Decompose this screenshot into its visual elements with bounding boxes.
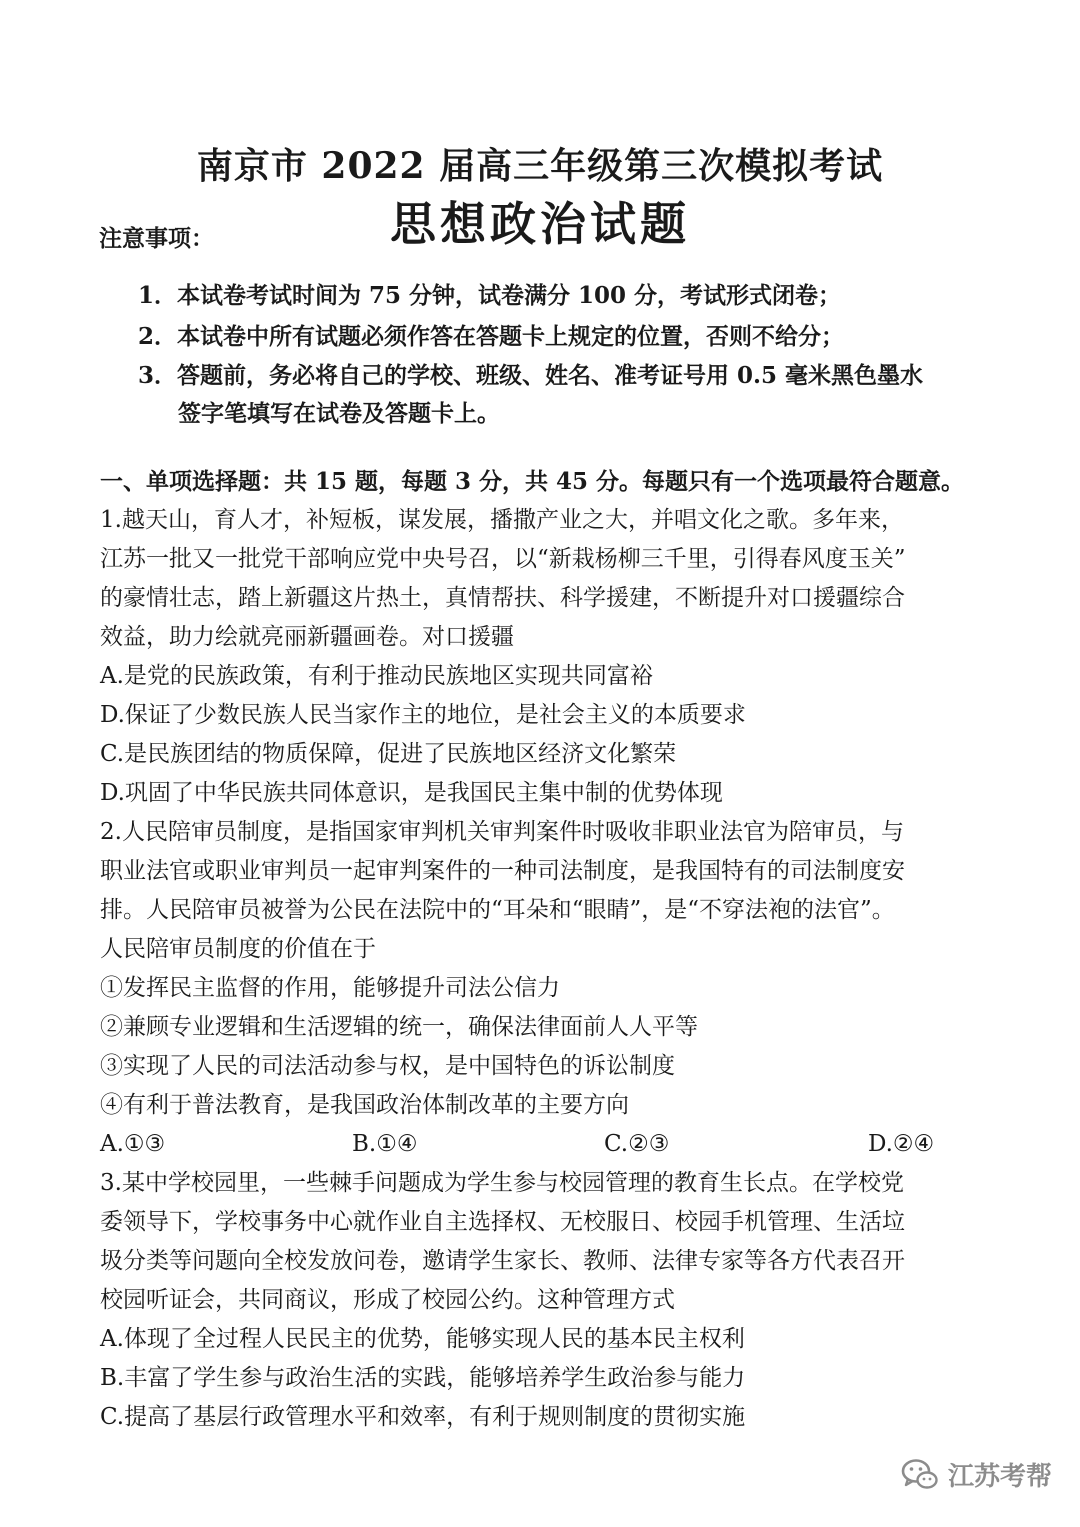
watermark-text: 江苏考帮 [948, 1461, 1053, 1492]
q2-option-d: D.②④ [868, 1131, 935, 1157]
q3-stem-line: 圾分类等问题向全校发放问卷，邀请学生家长、教师、法律专家等各方代表召开 [100, 1248, 905, 1274]
q3-option: A.体现了全过程人民民主的优势，能够实现人民的基本民主权利 [100, 1326, 745, 1352]
watermark [900, 1448, 1060, 1500]
q2-option-a: A.①③ [100, 1131, 166, 1157]
q1-stem-line: 1.越天山，育人才，补短板，谋发展，播撒产业之大，并唱文化之歌。多年来， [100, 507, 904, 533]
q2-statement: ②兼顾专业逻辑和生活逻辑的统一，确保法律面前人人平等 [100, 1014, 698, 1040]
section-heading: 一、单项选择题：共 15 题，每题 3 分，共 45 分。每题只有一个选项最符合题意。 [100, 468, 965, 495]
q1-option: D.保证了少数民族人民当家作主的地位，是社会主义的本质要求 [100, 702, 746, 728]
q2-stem-line: 排。人民陪审员被誉为公民在法院中的“耳朵和“眼睛”，是“不穿法袍的法官”。 [100, 897, 895, 923]
q2-options-row [100, 1124, 980, 1164]
notice-item: 2．本试卷中所有试题必须作答在答题卡上规定的位置，否则不给分； [138, 323, 845, 350]
q2-option-b: B.①④ [352, 1131, 418, 1157]
q3-stem-line: 委领导下，学校事务中心就作业自主选择权、无校服日、校园手机管理、生活垃 [100, 1209, 905, 1235]
exam-subject-title: 思想政治试题 [390, 197, 690, 251]
wechat-icon [900, 1454, 940, 1494]
q1-stem-line: 的豪情壮志，踏上新疆这片热土，真情帮扶、科学援建，不断提升对口援疆综合 [100, 585, 905, 611]
q2-statement: ③实现了人民的司法活动参与权，是中国特色的诉讼制度 [100, 1053, 675, 1079]
q1-stem-line: 效益，助力绘就亮丽新疆画卷。对口援疆 [100, 624, 514, 650]
q3-option: C.提高了基层行政管理水平和效率，有利于规则制度的贯彻实施 [100, 1404, 746, 1430]
q1-option: A.是党的民族政策，有利于推动民族地区实现共同富裕 [100, 663, 653, 689]
q2-stem-line: 2.人民陪审员制度，是指国家审判机关审判案件时吸收非职业法官为陪审员，与 [100, 819, 904, 845]
notice-item: 3．答题前，务必将自己的学校、班级、姓名、准考证号用 0.5 毫米黑色墨水 [138, 362, 924, 389]
q3-stem-line: 校园听证会，共同商议，形成了校园公约。这种管理方式 [100, 1287, 675, 1313]
q2-statement: ①发挥民主监督的作用，能够提升司法公信力 [100, 975, 560, 1001]
q2-stem-line: 人民陪审员制度的价值在于 [100, 936, 376, 962]
exam-title: 南京市 2022 届高三年级第三次模拟考试 [196, 145, 884, 187]
q1-stem-line: 江苏一批又一批党干部响应党中央号召，以“新栽杨柳三千里，引得春风度玉关” [100, 546, 906, 572]
q2-stem-line: 职业法官或职业审判员一起审判案件的一种司法制度，是我国特有的司法制度安 [100, 858, 905, 884]
notice-heading: 注意事项： [99, 225, 214, 252]
q2-statement: ④有利于普法教育，是我国政治体制改革的主要方向 [100, 1092, 629, 1118]
notice-item-continued: 签字笔填写在试卷及答题卡上。 [178, 400, 500, 427]
q1-option: D.巩固了中华民族共同体意识，是我国民主集中制的优势体现 [100, 780, 723, 806]
q1-option: C.是民族团结的物质保障，促进了民族地区经济文化繁荣 [100, 741, 677, 767]
notice-item: 1．本试卷考试时间为 75 分钟，试卷满分 100 分，考试形式闭卷； [138, 282, 842, 309]
q3-option: B.丰富了学生参与政治生活的实践，能够培养学生政治参与能力 [100, 1365, 746, 1391]
q3-stem-line: 3.某中学校园里，一些棘手问题成为学生参与校园管理的教育生长点。在学校党 [100, 1170, 904, 1196]
q2-option-c: C.②③ [604, 1131, 670, 1157]
